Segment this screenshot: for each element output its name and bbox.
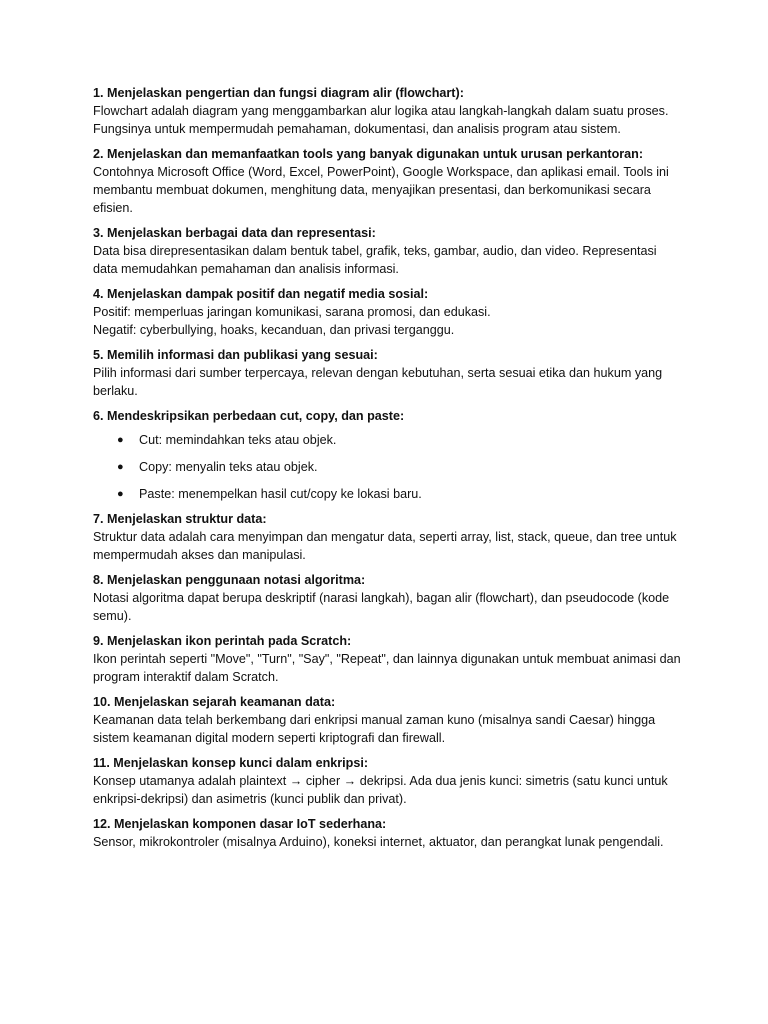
section-heading: 6. Mendeskripsikan perbedaan cut, copy, dan paste: [93,409,405,423]
section-heading: 2. Menjelaskan dan memanfaatkan tools yang banyak digunakan untuk urusan perkantoran: [93,147,644,161]
list-item-text: Copy: menyalin teks atau objek. [139,460,318,474]
list-item [93,431,683,449]
section-7 [93,510,683,564]
section-text: Keamanan data telah berkembang dari enkripsi manual zaman kuno (misalnya sandi Caesar) hingga sistem keamanan digital modern seperti kriptografi dan firewall. [93,713,656,745]
section-heading: 11. Menjelaskan konsep kunci dalam enkripsi: [93,756,369,770]
list-item-text: Cut: memindahkan teks atau objek. [139,433,337,447]
list-item [93,458,683,476]
section-4 [93,285,683,339]
section-text: Ikon perintah seperti "Move", "Turn", "Say", "Repeat", dan lainnya digunakan untuk membuat animasi dan program interaktif dalam Scratch. [93,652,681,684]
list-item-text: Paste: menempelkan hasil cut/copy ke lokasi baru. [139,487,422,501]
bullet-icon: ● [117,434,124,446]
section-heading: 8. Menjelaskan penggunaan notasi algoritma: [93,573,366,587]
section-text: Pilih informasi dari sumber terpercaya, relevan dengan kebutuhan, serta sesuai etika dan hukum yang berlaku. [93,366,663,398]
section-9 [93,632,683,686]
positive-impact-text: Positif: memperluas jaringan komunikasi, sarana promosi, dan edukasi. [93,305,491,319]
document-content [93,84,683,858]
section-text: Flowchart adalah diagram yang menggambarkan alur logika atau langkah-langkah dalam suatu proses. Fungsinya untuk mempermudah pemahaman, dokumentasi, dan analisis program atau sistem. [93,104,669,136]
section-heading: 4. Menjelaskan dampak positif dan negatif media sosial: [93,287,429,301]
section-6 [93,407,683,503]
section-text: Data bisa direpresentasikan dalam bentuk tabel, grafik, teks, gambar, audio, dan video. Representasi data memudahkan pemahaman dan analisis informasi. [93,244,657,276]
section-heading: 10. Menjelaskan sejarah keamanan data: [93,695,336,709]
bullet-icon: ● [117,461,124,473]
bullet-list [93,431,683,503]
section-heading: 3. Menjelaskan berbagai data dan representasi: [93,226,376,240]
section-text: Struktur data adalah cara menyimpan dan mengatur data, seperti array, list, stack, queue, dan tree untuk mempermudah akses dan manipulasi. [93,530,677,562]
section-heading: 9. Menjelaskan ikon perintah pada Scratch: [93,634,352,648]
section-8 [93,571,683,625]
section-10 [93,693,683,747]
section-heading: 5. Memilih informasi dan publikasi yang sesuai: [93,348,378,362]
section-1 [93,84,683,138]
section-text: Sensor, mikrokontroler (misalnya Arduino), koneksi internet, aktuator, dan perangkat lunak pengendali. [93,835,664,849]
section-12 [93,815,683,851]
section-heading: 1. Menjelaskan pengertian dan fungsi diagram alir (flowchart): [93,86,464,100]
section-3 [93,224,683,278]
section-5 [93,346,683,400]
section-heading: 12. Menjelaskan komponen dasar IoT sederhana: [93,817,387,831]
section-text: Notasi algoritma dapat berupa deskriptif (narasi langkah), bagan alir (flowchart), dan pseudocode (kode semu). [93,591,670,623]
bullet-icon: ● [117,488,124,500]
list-item [93,485,683,503]
section-text: Contohnya Microsoft Office (Word, Excel, PowerPoint), Google Workspace, dan aplikasi email. Tools ini membantu membuat dokumen, menghitung data, menyajikan presentasi, dan berkomunikasi secara efisien. [93,165,669,215]
section-11 [93,754,683,808]
negative-impact-text: Negatif: cyberbullying, hoaks, kecanduan, dan privasi terganggu. [93,323,455,337]
section-heading: 7. Menjelaskan struktur data: [93,512,267,526]
section-2 [93,145,683,217]
section-text: Konsep utamanya adalah plaintext → cipher → dekripsi. Ada dua jenis kunci: simetris (satu kunci untuk enkripsi-dekripsi) dan asimetris (kunci publik dan privat). [93,774,668,806]
